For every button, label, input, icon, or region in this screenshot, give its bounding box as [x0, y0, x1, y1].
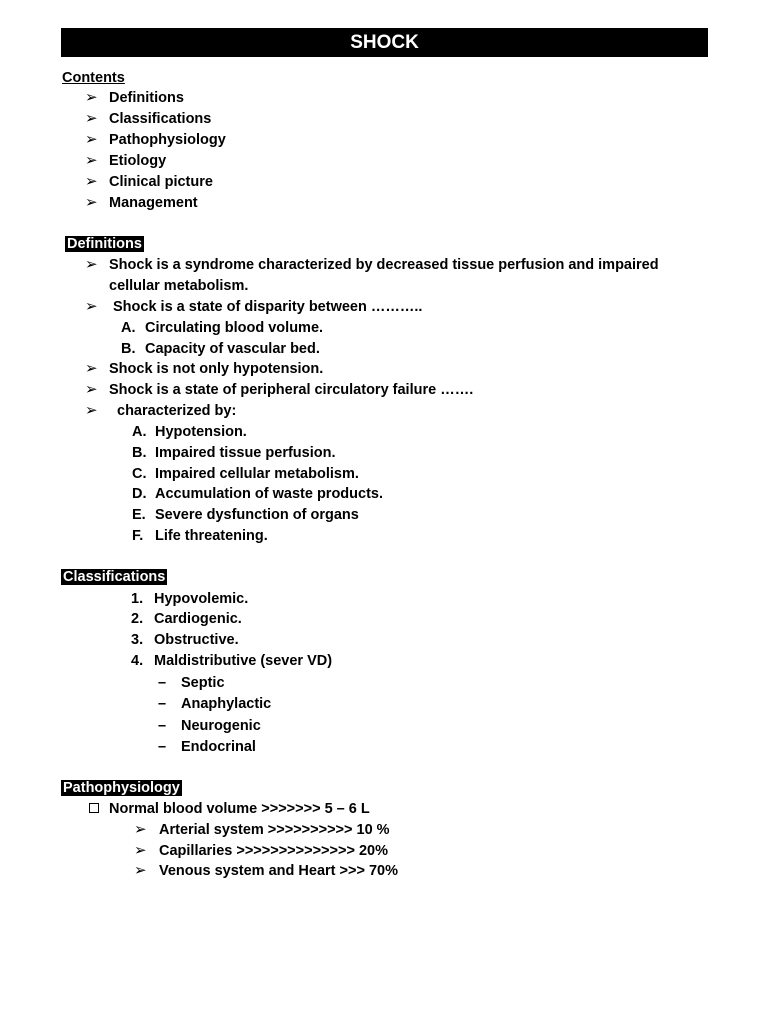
arrow-bullet-icon: ➢: [85, 360, 98, 377]
classification-item: Hypovolemic.: [154, 591, 249, 607]
list-item: Hypotension.: [155, 424, 247, 440]
classification-item: Cardiogenic.: [154, 611, 242, 627]
arrow-bullet-icon: ➢: [134, 842, 147, 859]
list-item: Life threatening.: [155, 528, 268, 544]
arrow-bullet-icon: ➢: [85, 131, 98, 148]
p4-bold: peripheral circulatory failure: [240, 382, 437, 398]
classification-subitem: Septic: [181, 675, 225, 691]
arrow-bullet-icon: ➢: [85, 89, 98, 106]
contents-item: Clinical picture: [109, 174, 213, 190]
arrow-bullet-icon: ➢: [85, 402, 98, 419]
list-item: Severe dysfunction of organs: [155, 507, 359, 523]
contents-item: Etiology: [109, 153, 167, 169]
arrow-bullet-icon: ➢: [134, 821, 147, 838]
page-title: [61, 28, 708, 57]
arrow-bullet-icon: ➢: [85, 381, 98, 398]
list-letter: F.: [132, 528, 144, 544]
contents-item: Pathophysiology: [109, 132, 226, 148]
dash-bullet: –: [158, 739, 167, 755]
classification-subitem: Neurogenic: [181, 718, 261, 734]
dash-bullet: –: [158, 696, 167, 712]
arrow-bullet-icon: ➢: [85, 110, 98, 127]
classifications-heading: [61, 567, 167, 587]
definitions-heading-text: Definitions: [67, 236, 142, 252]
definition-paragraph-4: [109, 380, 473, 400]
list-letter: B.: [132, 445, 147, 461]
pathophysiology-heading: [61, 778, 182, 798]
definition-paragraph-2: Shock is a state of disparity between ………..: [113, 299, 423, 315]
p4-pre: Shock is a state of: [109, 382, 241, 398]
contents-heading: Contents: [62, 70, 125, 86]
normal-blood-volume: Normal blood volume >>>>>>> 5 – 6 L: [109, 801, 370, 817]
list-number: 3.: [131, 632, 144, 648]
pathophysiology-item: Venous system and Heart >>> 70%: [159, 863, 398, 879]
pathophysiology-item: Capillaries >>>>>>>>>>>>>> 20%: [159, 843, 388, 859]
dash-bullet: –: [158, 718, 167, 734]
list-letter: C.: [132, 466, 147, 482]
contents-item: Classifications: [109, 111, 212, 127]
definition-paragraph-3: Shock is not only hypotension.: [109, 361, 324, 377]
definition-paragraph-1-cont: cellular metabolism.: [109, 278, 249, 294]
p4-post: …….: [436, 382, 474, 398]
list-item: Capacity of vascular bed.: [145, 341, 320, 357]
arrow-bullet-icon: ➢: [85, 194, 98, 211]
arrow-bullet-icon: ➢: [134, 862, 147, 879]
arrow-bullet-icon: ➢: [85, 256, 98, 273]
list-letter: E.: [132, 507, 146, 523]
list-letter: A.: [121, 320, 136, 336]
list-number: 4.: [131, 653, 144, 669]
classification-item: Maldistributive (sever VD): [154, 653, 333, 669]
list-number: 2.: [131, 611, 144, 627]
list-item: Impaired cellular metabolism.: [155, 466, 359, 482]
pathophysiology-heading-text: Pathophysiology: [63, 780, 180, 796]
definition-paragraph-1: Shock is a syndrome characterized by decreased tissue perfusion and impaired: [109, 257, 659, 273]
definitions-heading: [65, 234, 144, 254]
classifications-heading-text: Classifications: [63, 569, 166, 585]
list-letter: D.: [132, 486, 147, 502]
list-item: Accumulation of waste products.: [155, 486, 383, 502]
classification-subitem: Anaphylactic: [181, 696, 272, 712]
title-text: SHOCK: [350, 31, 419, 53]
arrow-bullet-icon: ➢: [85, 152, 98, 169]
contents-item: Definitions: [109, 90, 184, 106]
list-item: Circulating blood volume.: [145, 320, 324, 336]
classification-subitem: Endocrinal: [181, 739, 256, 755]
dash-bullet: –: [158, 675, 167, 691]
list-item: Impaired tissue perfusion.: [155, 445, 336, 461]
list-letter: A.: [132, 424, 147, 440]
arrow-bullet-icon: ➢: [85, 173, 98, 190]
classification-item: Obstructive.: [154, 632, 239, 648]
definition-paragraph-5: characterized by:: [117, 403, 237, 419]
pathophysiology-item: Arterial system >>>>>>>>>> 10 %: [159, 822, 390, 838]
contents-item: Management: [109, 195, 198, 211]
list-letter: B.: [121, 341, 136, 357]
arrow-bullet-icon: ➢: [85, 298, 98, 315]
checkbox-bullet-icon: [89, 803, 99, 813]
list-number: 1.: [131, 591, 144, 607]
